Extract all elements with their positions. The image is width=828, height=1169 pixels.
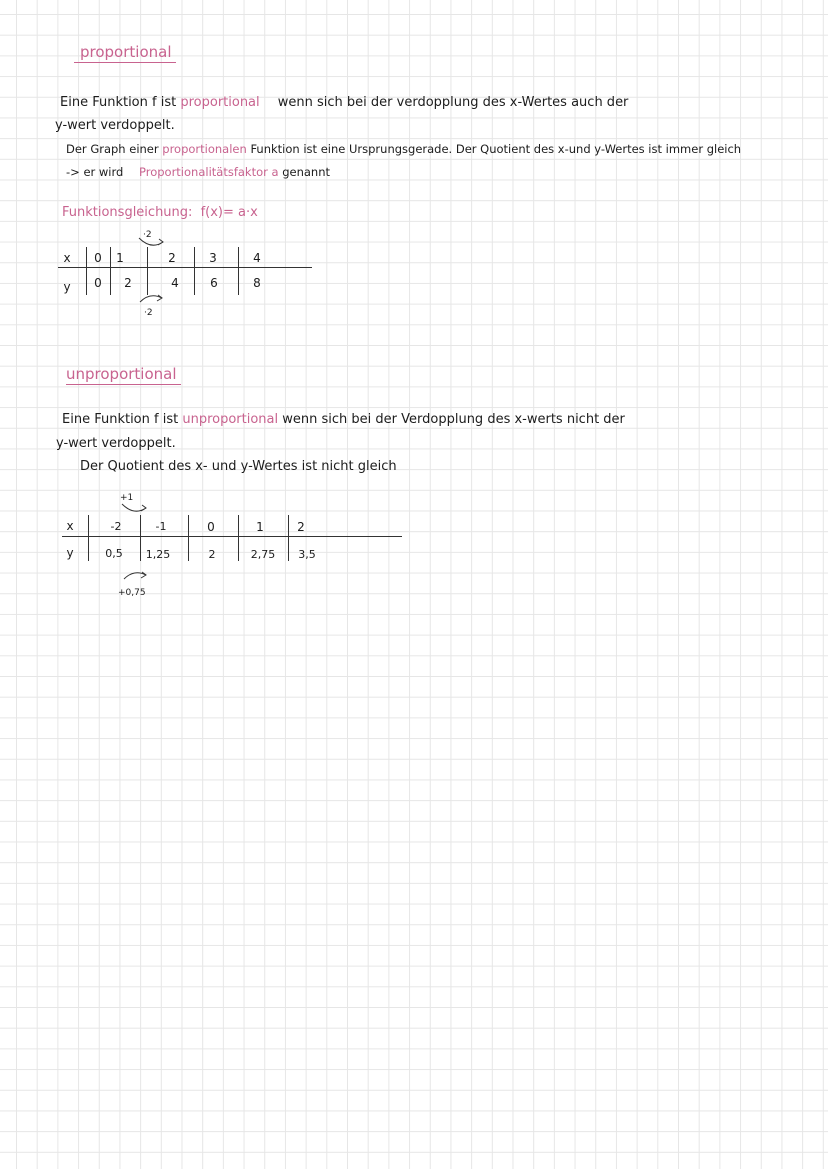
- table-y-cell: 0,5: [105, 547, 123, 560]
- proportional-definition-line-4: -> er wird Proportionalitätsfaktor a genannt: [66, 165, 331, 179]
- proportional-definition-line-1: Eine Funktion f ist proportional wenn sich bei der verdopplung des x-Wertes auch der: [60, 95, 629, 110]
- table-y-cell: 0: [94, 276, 102, 290]
- table-y-cell: 2: [124, 276, 132, 290]
- table-x-cell: 4: [253, 251, 261, 265]
- curved-arrow-icon: [122, 569, 152, 583]
- table-x-label: x: [66, 519, 74, 533]
- proportional-definition-line-2: y-wert verdoppelt.: [55, 118, 175, 133]
- table-x-cell: 0: [207, 520, 215, 534]
- table-x-cell: 1: [116, 251, 124, 265]
- curved-arrow-icon: [137, 236, 167, 250]
- table-y-cell: 2: [208, 548, 216, 561]
- table-y-cell: 6: [210, 276, 218, 290]
- top-arrow-label: ·2: [143, 230, 152, 240]
- curved-arrow-icon: [138, 292, 168, 306]
- proportional-definition-line-3: Der Graph einer proportionalen Funktion ist eine Ursprungsgerade. Der Quotient des x-und y-Wertes ist immer gleich: [66, 142, 742, 156]
- table-y-cell: 3,5: [298, 548, 316, 561]
- bottom-arrow-label: +0,75: [118, 588, 146, 598]
- table-y-cell: 8: [253, 276, 261, 290]
- heading-unproportional: unproportional: [66, 366, 177, 382]
- bottom-arrow-label: ·2: [144, 308, 153, 318]
- table-x-cell: 1: [256, 520, 264, 534]
- table-x-cell: -1: [155, 520, 167, 533]
- table-x-cell: 2: [297, 520, 305, 534]
- function-equation: Funktionsgleichung: f(x)= a·x: [62, 205, 258, 220]
- table-y-cell: 1,25: [145, 548, 171, 561]
- table-x-cell: 2: [168, 251, 176, 265]
- table-x-cell: 3: [209, 251, 217, 265]
- table-x-label: x: [63, 251, 71, 265]
- table-x-cell: 0: [94, 251, 102, 265]
- table-y-label: y: [66, 546, 74, 560]
- table-y-cell: 4: [171, 276, 179, 290]
- unproportional-definition-line-2: y-wert verdoppelt.: [56, 436, 176, 451]
- curved-arrow-icon: [120, 502, 150, 516]
- unproportional-definition-line-1: Eine Funktion f ist unproportional wenn sich bei der Verdopplung des x-werts nicht der: [62, 412, 625, 427]
- top-arrow-label: +1: [120, 493, 134, 503]
- table-x-cell: -2: [110, 520, 122, 533]
- table-y-label: y: [63, 280, 71, 294]
- heading-proportional: proportional: [80, 44, 172, 60]
- unproportional-definition-line-3: Der Quotient des x- und y-Wertes ist nicht gleich: [80, 459, 397, 474]
- table-y-cell: 2,75: [250, 548, 276, 561]
